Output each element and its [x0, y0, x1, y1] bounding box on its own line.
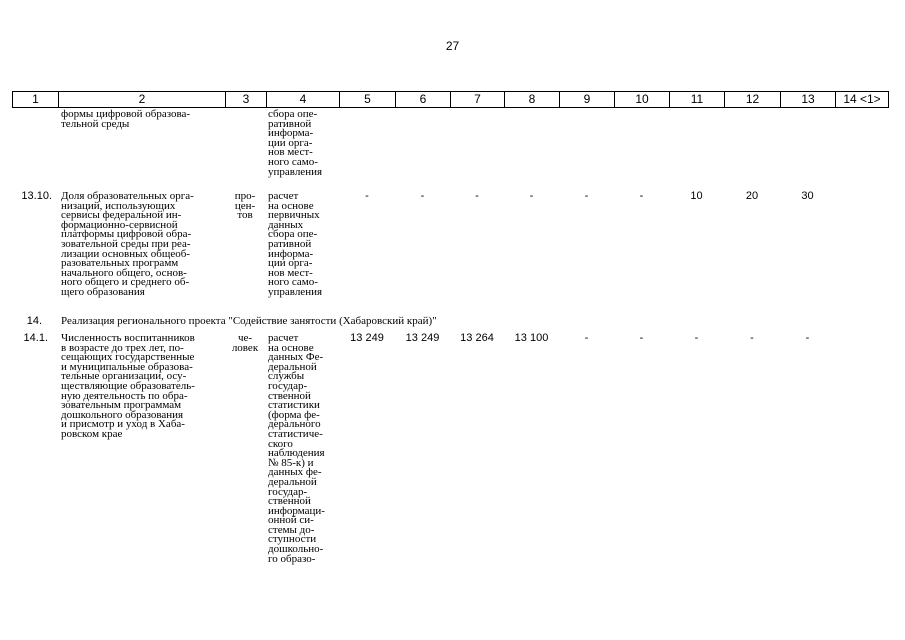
- row-14-1-name: Численность воспитанников в возрасте до трех лет, по- сещающих государственные и муниципальные образова- тельные организации, осу- ществляющие образователь- ную деятельность по обра- зовательным программам дошкольного образования и присмотр и уход в Хаба- ровском крае: [61, 332, 195, 440]
- row-14-1-val-5: 13 249: [350, 332, 384, 344]
- row-14-1-val-9: -: [584, 332, 589, 344]
- section-14-number: 14.: [26, 315, 42, 327]
- row-13-10-val-12: 20: [745, 190, 759, 202]
- row-13-10-name: Доля образовательных орга- низаций, использующих сервисы федеральной ин- формационно-сервисной платформы цифровой обра- зовательной среды при реа- лизации основных общеоб- разовательных программ начального общего, основ- ного общего и среднего об- щего образования: [61, 190, 194, 298]
- page-number: 27: [445, 39, 460, 53]
- row-13-10-val-10: -: [639, 190, 644, 202]
- row-14-1-method: расчет на основе данных Фе- деральной службы государ- ственной статистики (форма фе- дерального статистиче- ского наблюдения № 85-к) и данных фе- деральной государ- ственной информаци- онной си- стемы до- ступности дошкольно- го образо-: [268, 332, 325, 565]
- header-col-10: 10: [615, 92, 670, 107]
- row-14-1-val-13: -: [805, 332, 810, 344]
- row-14-1-val-7: 13 264: [460, 332, 494, 344]
- row-13-10-val-7: -: [475, 190, 479, 202]
- header-col-9: 9: [560, 92, 615, 107]
- row-13-10-method: расчет на основе первичных данных сбора опе- ративной информа- ции орга- нов мест- ного само- управления: [268, 190, 323, 298]
- row-14-1-val-11: -: [694, 332, 699, 344]
- header-col-8: 8: [505, 92, 560, 107]
- row-13-10-val-11: 10: [690, 190, 703, 202]
- row-13-10-val-5: -: [365, 190, 369, 202]
- header-col-3: 3: [226, 92, 267, 107]
- header-col-14: 14 <1>: [843, 92, 881, 106]
- row-14-1-val-8: 13 100: [514, 332, 549, 344]
- cont-row-name: формы цифровой образова- тельной среды: [61, 108, 191, 130]
- row-14-1-val-12: -: [750, 332, 754, 344]
- header-col-7: 7: [451, 92, 505, 107]
- row-13-10-val-13: 30: [801, 190, 814, 202]
- header-col-13: 13: [781, 92, 836, 107]
- header-col-5: 5: [340, 92, 396, 107]
- header-col-2: 2: [59, 92, 226, 107]
- row-14-1-val-6: 13 249: [405, 332, 440, 344]
- row-13-10-val-6: -: [420, 190, 425, 202]
- header-col-1: 1: [13, 92, 59, 107]
- row-13-10-val-9: -: [584, 190, 589, 202]
- row-14-1-val-10: -: [639, 332, 644, 344]
- header-col-6: 6: [396, 92, 451, 107]
- header-col-4: 4: [267, 92, 340, 107]
- section-14-title: Реализация регионального проекта "Содействие занятости (Хабаровский край)": [61, 315, 437, 327]
- header-col-12: 12: [725, 92, 781, 107]
- row-13-10-number: 13.10.: [21, 190, 52, 202]
- row-14-1-unit: че- ловек: [231, 332, 259, 354]
- row-13-10-val-8: -: [529, 190, 534, 202]
- row-13-10-unit: про- цен- тов: [234, 190, 256, 222]
- row-14-1-number: 14.1.: [23, 332, 48, 344]
- header-col-11: 11: [670, 92, 725, 107]
- table-header-row: [12, 91, 889, 108]
- cont-row-method: сбора опе- ративной информа- ции орга- нов мест- ного само- управления: [268, 108, 323, 178]
